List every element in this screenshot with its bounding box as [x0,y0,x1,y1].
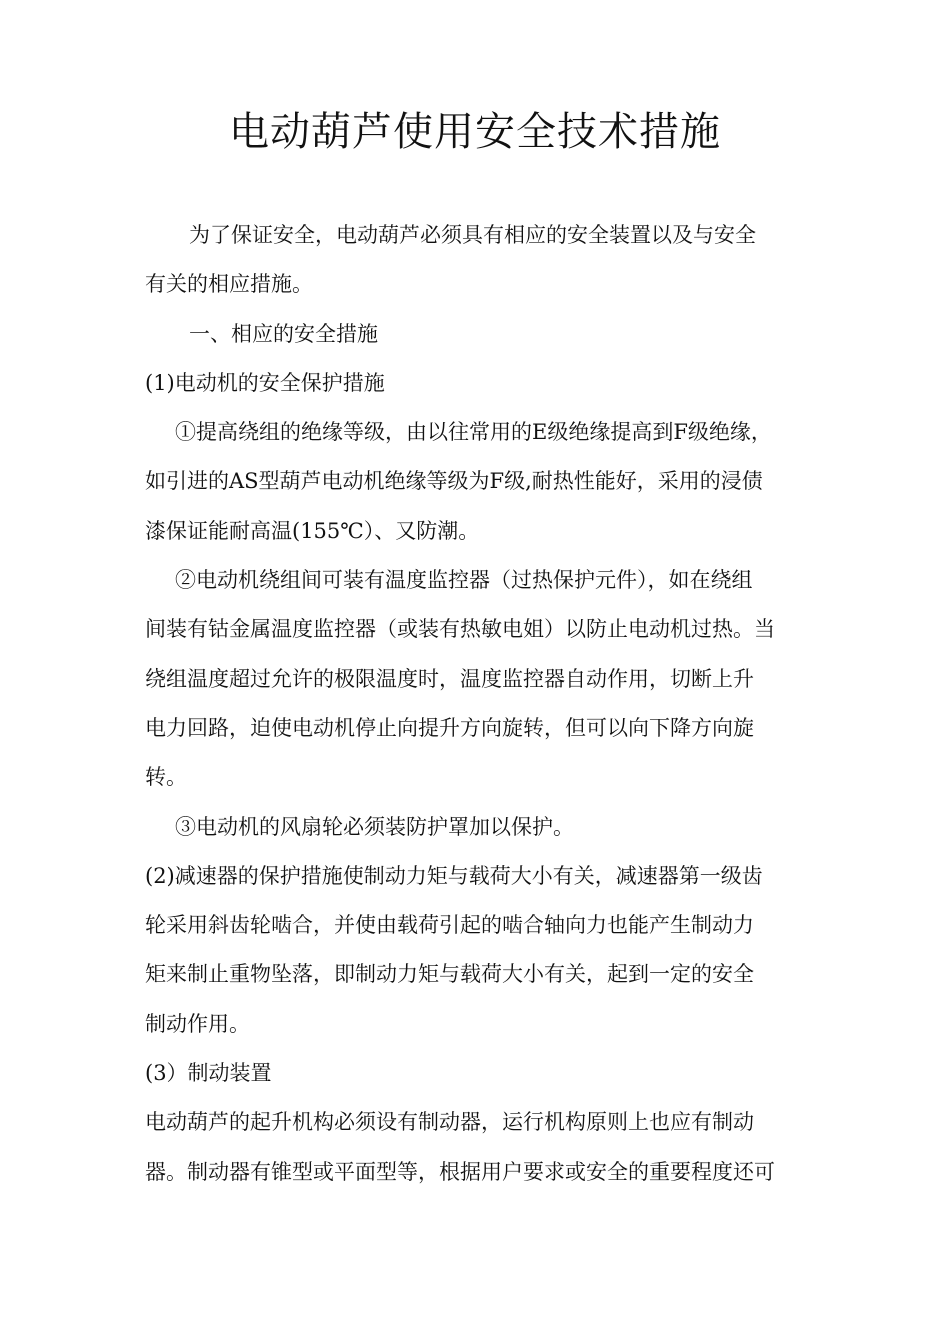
subsection-heading: (3）制动装置 [145,1061,272,1086]
paragraph-line: 为了保证安全，电动葫芦必须具有相应的安全装置以及与安全 [189,223,756,247]
paragraph-line: 转。 [145,765,187,790]
subsection-heading: (1)电动机的安全保护措施 [145,370,385,395]
paragraph-line: 间装有钴金属温度监控器（或装有热敏电姐）以防止电动机过热。当 [145,617,775,642]
paragraph-line: (2)减速器的保护措施使制动力矩与载荷大小有关，减速器第一级齿 [145,863,763,888]
document-body [145,211,810,1197]
paragraph-line: 矩来制止重物坠落，即制动力矩与载荷大小有关，起到一定的安全 [145,962,754,987]
paragraph-line: 绕组温度超过允许的极限温度时，温度监控器自动作用，切断上升 [145,666,754,691]
paragraph-line: 器。制动器有锥型或平面型等，根据用户要求或安全的重要程度还可 [145,1159,775,1184]
paragraph-line: 漆保证能耐高温(155℃）、又防潮。 [145,518,480,543]
document-title: 电动葫芦使用安全技术措施 [229,109,721,155]
paragraph-line: 轮采用斜齿轮啮合，并使由载荷引起的啮合轴向力也能产生制动力 [145,913,754,938]
paragraph-line: 电动葫芦的起升机构必须设有制动器，运行机构原则上也应有制动 [145,1110,754,1135]
paragraph-line: ②电动机绕组间可装有温度监控器（过热保护元件），如在绕组 [175,568,753,593]
paragraph-line: ③电动机的风扇轮必须装防护罩加以保护。 [175,814,574,839]
section-heading: 一、相应的安全措施 [189,321,378,346]
paragraph-line: 制动作用。 [145,1011,250,1036]
paragraph-line: ①提高绕组的绝缘等级，由以往常用的E级绝缘提高到F级绝缘， [175,420,772,445]
paragraph-line: 电力回路，迫使电动机停止向提升方向旋转，但可以向下降方向旋 [145,715,754,740]
paragraph-line: 如引进的AS型葫芦电动机绝缘等级为F级,耐热性能好，采用的浸债 [145,469,763,494]
paragraph-line: 有关的相应措施。 [145,272,313,297]
